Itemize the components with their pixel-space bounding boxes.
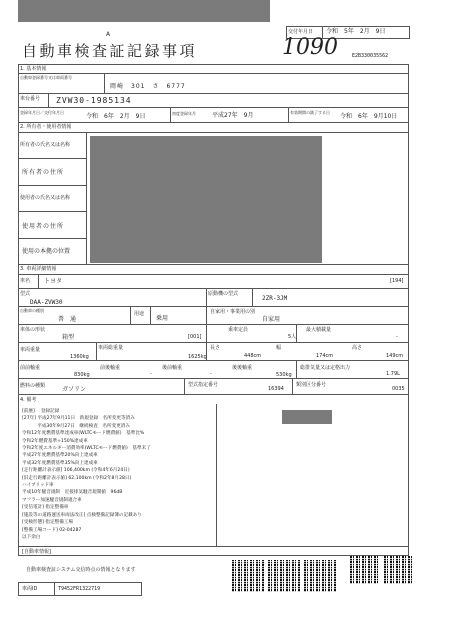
vin-value: ZVW30-1985134 — [56, 96, 132, 105]
rear-front-axle-label: 後前軸重 — [162, 365, 183, 371]
owner-name-label: 所有者の氏名又は名称 — [20, 142, 71, 148]
expiry-date: 令和 6年 9月10日 — [340, 113, 398, 120]
displacement-label: 総排気量又は定格出力 — [300, 365, 351, 371]
height-value: 149cm — [386, 353, 404, 359]
document-title: 自動車検査証記録事項 — [22, 42, 198, 60]
kind-label: 自動車の種別 — [20, 308, 44, 313]
remark-line: 平成10年騒音規制 近接排気騒音規制値 96dB — [22, 490, 123, 496]
max-load-value: - — [396, 334, 398, 340]
remark-line: 令和2年度エネルギー消費効率(WLTCモード燃費値) 基準未了 — [22, 446, 151, 452]
length-value: 448cm — [244, 353, 262, 359]
remark-line: 平成30年9月27日 継続検査 名所変更済み — [22, 423, 130, 429]
qr-code-4 — [350, 556, 378, 584]
remark-line: [施設等の道路運送車両法改正] 点検整備記録簿の記載あり — [22, 512, 142, 518]
rear-axle-label: 後後軸重 — [232, 365, 253, 371]
reg-label: 自動車登録番号又は車両番号 — [20, 75, 72, 80]
gross-weight-value: 1625kg — [188, 354, 207, 360]
model-value: DAA-ZVW30 — [30, 299, 63, 306]
remark-line: 令和2年燃費基準+150%達成車 — [22, 438, 88, 444]
length-label: 長さ — [210, 345, 221, 351]
front-axle-value: 830kg — [74, 372, 90, 378]
first-reg-date: 令和 6年 2月 9日 — [86, 113, 146, 120]
category-value: 0035 — [392, 386, 405, 392]
vin-label: 車台番号 — [20, 96, 41, 102]
vehicle-info-text: 自動車検査証システム交信時点の情報となります — [26, 567, 136, 573]
remark-line: [整備工場コード] 02-04287 — [22, 527, 82, 533]
remark-line: 令和12年度燃費基準達成車(WLTCモード燃費値) 基準比% — [22, 431, 145, 437]
redacted-header — [18, 0, 270, 22]
category-label: 類別区分番号 — [296, 382, 327, 388]
capacity-value: 5人 — [288, 334, 297, 340]
shape-value: 箱型 — [62, 334, 75, 341]
maker-value: トヨタ — [44, 278, 63, 285]
first-reg-period: 平成27年 9月 — [212, 112, 254, 119]
redacted-owner-info — [90, 136, 322, 263]
reg-value: 岡崎 301 さ 6777 — [110, 83, 186, 90]
section4-heading: 4. 備考 — [20, 397, 37, 403]
section3-heading: 3. 車両詳細情報 — [20, 266, 57, 272]
max-load-label: 最大積載量 — [306, 327, 332, 333]
qr-code-5 — [384, 556, 412, 584]
type-no-label: 型式指定番号 — [188, 382, 219, 388]
vehicle-info-label: [自動車情報] — [22, 549, 51, 555]
issue-date: 令和 5年 2月 9日 — [326, 28, 386, 35]
engine-value: 2ZR-3JM — [262, 295, 288, 302]
qr-code-1 — [232, 560, 264, 592]
base-label: 使用の本拠の位置 — [22, 248, 71, 255]
expiry-label: 有効期間の満了する日 — [290, 110, 330, 115]
user-name-label: 使用者の氏名又は名称 — [20, 195, 71, 201]
remark-line: 平成32年度燃費基準35%向上達成車 — [22, 460, 98, 466]
remark-line: [27年] 平成27年9月11日 新規登録 名所変更等済み — [22, 416, 135, 422]
private-label: 自家用・事業用の別 — [210, 309, 256, 315]
weight-label: 車両重量 — [20, 347, 41, 353]
serial-number: E2B330035562 — [352, 53, 389, 59]
remark-line: [走行距離計表示値] 106,400km (令和4年6月24日) — [22, 468, 130, 474]
remark-line: [受信電計] 指定整備車 — [22, 505, 69, 511]
gross-weight-label: 車両総重量 — [98, 345, 124, 351]
height-label: 高さ — [352, 345, 363, 351]
section1-heading: 1. 基本情報 — [20, 66, 47, 72]
remark-line: ハイブリッド車 — [22, 483, 54, 489]
model-label: 型式 — [20, 291, 31, 297]
first-reg-label: 登録年月日／交付年月日 — [20, 110, 64, 115]
capacity-label: 乗車定員 — [228, 327, 249, 333]
engine-label: 原動機の型式 — [208, 291, 239, 297]
weight-value: 1360kg — [70, 354, 89, 360]
private-value: 自家用 — [262, 316, 281, 323]
shape-code: [001] — [188, 334, 202, 340]
use-label: 用途 — [134, 311, 145, 317]
width-value: 174cm — [316, 353, 334, 359]
front-rear-axle-label: 前後軸重 — [100, 365, 121, 371]
width-label: 幅 — [276, 345, 282, 351]
section2-heading: 2. 所有者・使用者情報 — [20, 124, 72, 130]
user-addr-label: 使用者の住所 — [22, 223, 65, 230]
maker-code: [194] — [390, 278, 404, 284]
rear-axle-value: 530kg — [276, 372, 292, 378]
rear-front-axle-value: - — [210, 371, 212, 377]
remark-line: 平成27年度燃費基準20%向上達成車 — [22, 453, 98, 459]
front-rear-axle-value: - — [150, 371, 152, 377]
qr-code-3 — [304, 560, 336, 592]
type-no-value: 16394 — [268, 386, 284, 392]
qr-code-2 — [268, 560, 300, 592]
vehicle-id-value: T9452FR1322719 — [58, 586, 101, 592]
shape-label: 車体の形状 — [20, 327, 46, 333]
remarks-list — [22, 408, 214, 541]
fuel-label: 燃料の種類 — [20, 383, 46, 389]
fuel-value: ガソリン — [62, 386, 87, 393]
remark-line: [受検形態] 指定整備工場 — [22, 520, 73, 526]
vehicle-id-label: 車両ID — [22, 586, 38, 592]
use-value: 乗用 — [156, 315, 169, 322]
letter-a: A — [106, 31, 111, 38]
remark-line: マフラー加速騒音規制適合車 — [22, 497, 82, 503]
front-axle-label: 前前軸重 — [20, 365, 41, 371]
redacted-stamp — [282, 410, 332, 424]
kind-value: 普 通 — [58, 316, 77, 323]
remark-line: 以下余白 — [22, 534, 41, 540]
issue-date-label: 交付年月日 — [288, 29, 314, 35]
maker-label: 車名 — [20, 278, 31, 284]
displacement-value: 1.79L — [386, 371, 400, 377]
remark-line: [旧走行距離計表示値] 62,100km (令和2年8月28日) — [22, 475, 132, 481]
owner-addr-label: 所有者の住所 — [22, 169, 65, 176]
handwritten-number: 1090 — [282, 35, 338, 60]
remark-line: [前歴] 登録記録 — [22, 409, 60, 414]
first-reg-period-label: 初度登録年月 — [172, 111, 196, 116]
